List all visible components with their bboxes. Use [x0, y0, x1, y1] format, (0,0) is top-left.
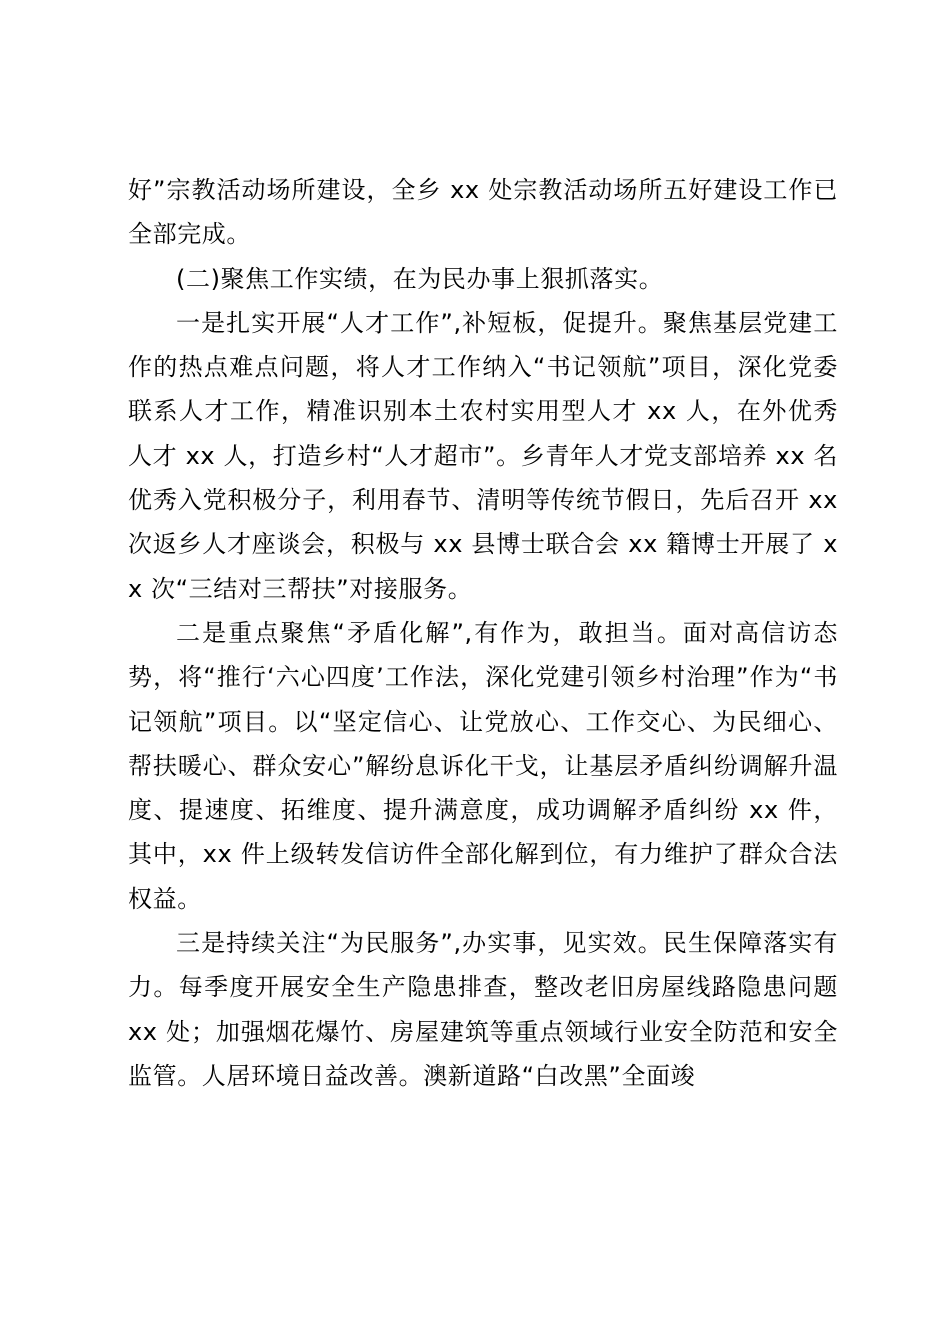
- paragraph-public-service: 三是持续关注“为民服务”,办实事，见实效。民生保障落实有力。每季度开展安全生产隐患排查，整改老旧房屋线路隐患问题 xx 处；加强烟花爆竹、房屋建筑等重点领域行业安全防范和安全监管。人居环境日益改善。澳新道路“白改黑”全面竣: [128, 929, 838, 1090]
- paragraph-continuation: 好”宗教活动场所建设，全乡 xx 处宗教活动场所五好建设工作已全部完成。: [128, 176, 838, 249]
- document-page: [128, 168, 838, 1098]
- section-heading: (二)聚焦工作实绩，在为民办事上狠抓落实。: [176, 264, 664, 293]
- paragraph-talent-work: 一是扎实开展“人才工作”,补短板，促提升。聚焦基层党建工作的热点难点问题，将人才工作纳入“书记领航”项目，深化党委联系人才工作，精准识别本土农村实用型人才 xx 人，在外优秀人才 xx 人，打造乡村“人才超市”。乡青年人才党支部培养 xx 名优秀入党积极分子，利用春节、清明等传统节假日，先后召开 xx 次返乡人才座谈会，积极与 xx 县博士联合会 xx 籍博士开展了 xx 次“三结对三帮扶”对接服务。: [128, 308, 838, 603]
- paragraph-conflict-resolution: 二是重点聚焦“矛盾化解”,有作为，敢担当。面对高信访态势，将“推行‘六心四度’工作法，深化党建引领乡村治理”作为“书记领航”项目。以“坚定信心、让党放心、工作交心、为民细心、帮扶暖心、群众安心”解纷息诉化干戈，让基层矛盾纠纷调解升温度、提速度、拓维度、提升满意度，成功调解矛盾纠纷 xx 件，其中，xx 件上级转发信访件全部化解到位，有力维护了群众合法权益。: [128, 618, 838, 913]
